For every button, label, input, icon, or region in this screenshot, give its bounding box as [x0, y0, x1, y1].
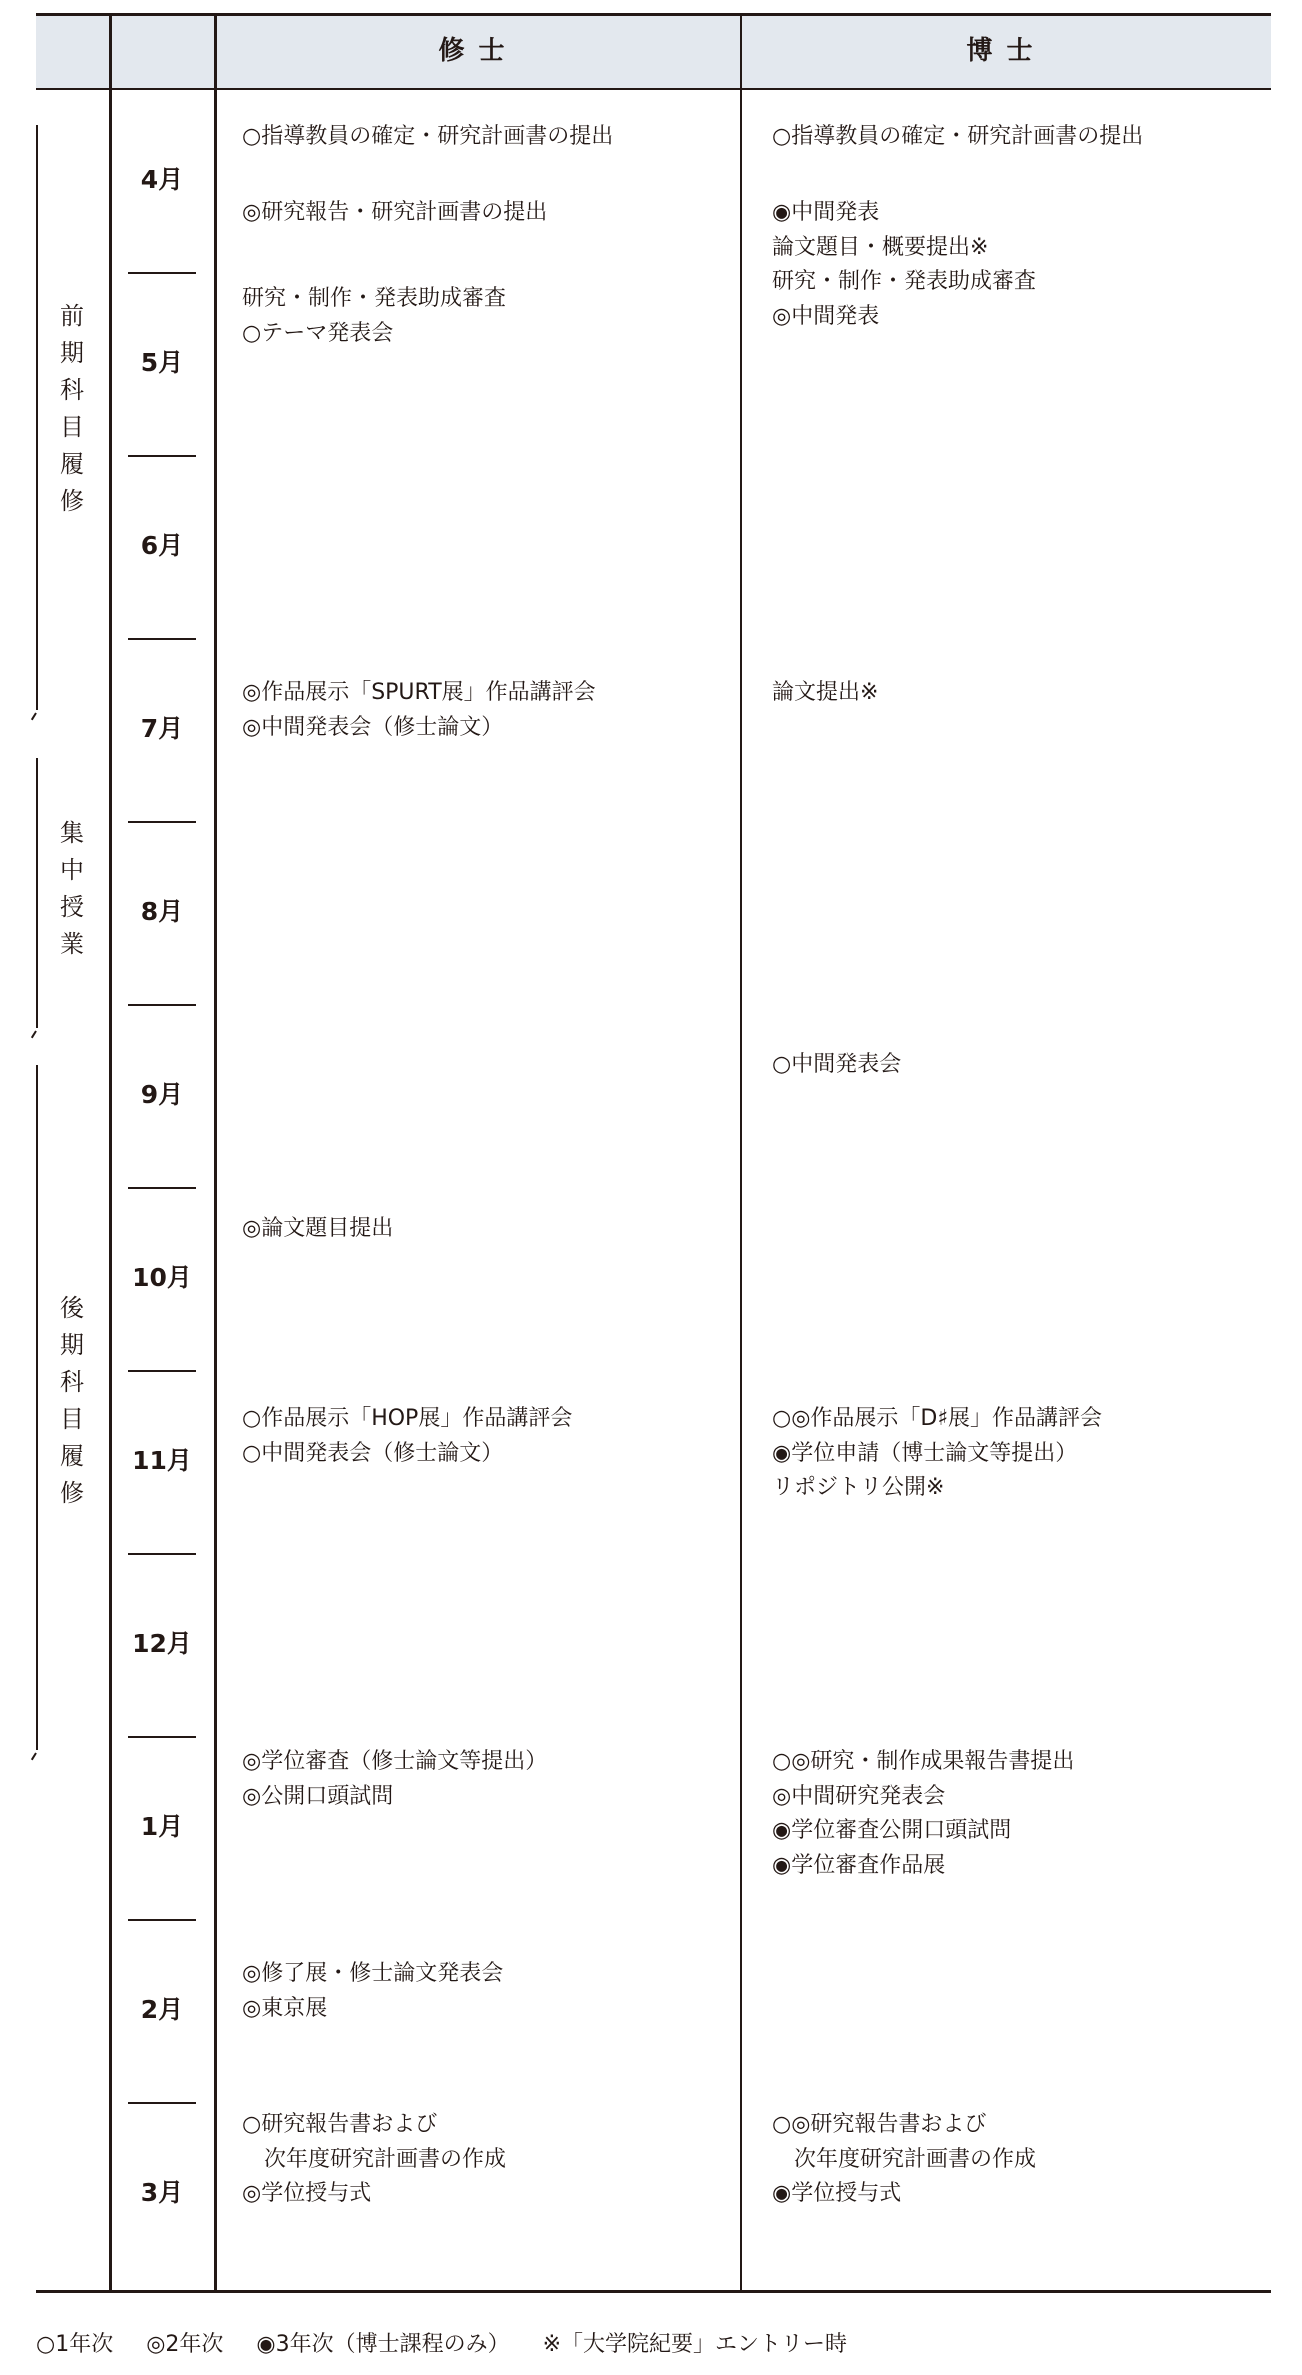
- schedule-entry: ◎作品展示「SPURT展」作品講評会: [242, 680, 596, 705]
- month-divider: [128, 1736, 196, 1738]
- schedule-entry: ○指導教員の確定・研究計画書の提出: [772, 124, 1144, 149]
- period-bracket-intensive-tip: [31, 1030, 37, 1038]
- schedule-entry: ◎中間発表: [772, 303, 880, 329]
- schedule-entry: ○研究報告書および: [242, 2112, 438, 2137]
- month-label-jun: 6月: [140, 531, 184, 560]
- schedule-entry: ◉学位審査公開口頭試問: [772, 1818, 1012, 1843]
- period-label-intensive: 集中授業: [60, 819, 84, 958]
- schedule-entry: ○中間発表会（修士論文）: [242, 1440, 504, 1466]
- month-label-dec: 12月: [132, 1629, 192, 1658]
- schedule-entry: 論文題目・概要提出※: [772, 234, 989, 260]
- schedule-entry: ○中間発表会: [772, 1052, 902, 1077]
- schedule-entry: 論文提出※: [772, 680, 879, 705]
- month-label-jul: 7月: [140, 714, 184, 743]
- master-entries-oct: [242, 1212, 393, 1247]
- month-label-oct: 10月: [132, 1263, 192, 1292]
- header-bottom-rule: [36, 88, 1271, 90]
- column-rule-3: [740, 13, 742, 2293]
- master-entries-jul: [242, 676, 596, 745]
- month-divider: [128, 638, 196, 640]
- schedule-entry: ○◎研究報告書および: [772, 2112, 987, 2137]
- month-label-may: 5月: [140, 348, 184, 377]
- doctor-entries-sep: [772, 1048, 901, 1083]
- schedule-entry: ◎学位審査（修士論文等提出）: [242, 1749, 548, 1774]
- schedule-entry: ○◎研究・制作成果報告書提出: [772, 1749, 1075, 1774]
- month-label-nov: 11月: [132, 1446, 192, 1475]
- schedule-entry: ◎研究報告・研究計画書の提出: [242, 200, 548, 225]
- schedule-entry: ◉学位審査作品展: [772, 1852, 946, 1878]
- master-entries-feb: [242, 1957, 503, 2026]
- schedule-entry: ◎修了展・修士論文発表会: [242, 1961, 504, 1986]
- month-divider: [128, 272, 196, 274]
- schedule-entry: ○テーマ発表会: [242, 320, 394, 346]
- schedule-entry: リポジトリ公開※: [772, 1475, 945, 1500]
- doctor-entries-mar: [772, 2108, 1036, 2212]
- period-bracket-second-tip: [31, 1752, 37, 1760]
- master-entries-jan: [242, 1745, 547, 1814]
- month-divider: [128, 1370, 196, 1372]
- master-entries-nov: [242, 1402, 572, 1471]
- month-divider: [128, 1187, 196, 1189]
- doctor-entries-jul: [772, 676, 878, 711]
- month-divider: [128, 1553, 196, 1555]
- month-divider: [128, 821, 196, 823]
- period-label-second-term: 後期科目履修: [60, 1294, 84, 1507]
- column-rule-2: [214, 13, 217, 2293]
- master-entries-apr-b: [242, 196, 547, 231]
- month-label-apr: 4月: [140, 165, 184, 194]
- doctor-entries-nov: [772, 1402, 1102, 1506]
- schedule-entry: ◎中間発表会（修士論文）: [242, 714, 504, 740]
- legend-note: ※「大学院紀要」エントリー時: [542, 2332, 848, 2357]
- legend-third-year: ◉3年次（博士課程のみ）: [256, 2332, 510, 2357]
- schedule-entry: 次年度研究計画書の作成: [772, 2146, 1037, 2172]
- legend-first-year: ○1年次: [36, 2332, 114, 2357]
- month-divider: [128, 1919, 196, 1921]
- master-entries-mar: [242, 2108, 506, 2212]
- month-divider: [128, 2102, 196, 2104]
- month-divider: [128, 455, 196, 457]
- doctor-entries-apr-a: [772, 120, 1143, 155]
- month-label-mar: 3月: [140, 2178, 184, 2207]
- master-entries-may: [242, 282, 506, 351]
- column-header-doctor: 博士: [966, 36, 1047, 66]
- schedule-entry: ◉学位申請（博士論文等提出）: [772, 1440, 1078, 1466]
- table-bottom-rule: [36, 2290, 1271, 2293]
- month-label-sep: 9月: [140, 1080, 184, 1109]
- schedule-entry: ◉学位授与式: [772, 2181, 902, 2206]
- schedule-entry: ◎公開口頭試問: [242, 1783, 394, 1809]
- doctor-entries-jan: [772, 1745, 1074, 1883]
- period-bracket-second: [36, 1065, 38, 1750]
- schedule-entry: 研究・制作・発表助成審査: [772, 269, 1037, 294]
- schedule-entry: 次年度研究計画書の作成: [242, 2146, 507, 2172]
- master-entries-apr-a: [242, 120, 613, 155]
- month-divider: [128, 1004, 196, 1006]
- month-label-jan: 1月: [140, 1812, 184, 1841]
- doctor-entries-apr-b: [772, 196, 1036, 334]
- schedule-entry: ○指導教員の確定・研究計画書の提出: [242, 124, 614, 149]
- schedule-entry: ◎学位授与式: [242, 2181, 372, 2206]
- legend: [36, 2330, 873, 2360]
- legend-second-year: ◎2年次: [146, 2332, 224, 2357]
- schedule-entry: 研究・制作・発表助成審査: [242, 286, 507, 311]
- column-header-master: 修士: [438, 36, 519, 66]
- schedule-entry: ◉中間発表: [772, 200, 880, 225]
- period-label-first-term: 前期科目履修: [60, 302, 84, 515]
- period-bracket-intensive: [36, 758, 38, 1028]
- period-bracket-first-tip: [31, 712, 37, 720]
- period-bracket-first: [36, 125, 38, 710]
- month-label-feb: 2月: [140, 1995, 184, 2024]
- schedule-entry: ◎中間研究発表会: [772, 1783, 946, 1809]
- schedule-entry: ○作品展示「HOP展」作品講評会: [242, 1406, 573, 1431]
- month-label-aug: 8月: [140, 897, 184, 926]
- schedule-entry: ◎論文題目提出: [242, 1216, 394, 1241]
- schedule-entry: ○◎作品展示「D♯展」作品講評会: [772, 1406, 1102, 1431]
- schedule-entry: ◎東京展: [242, 1995, 328, 2021]
